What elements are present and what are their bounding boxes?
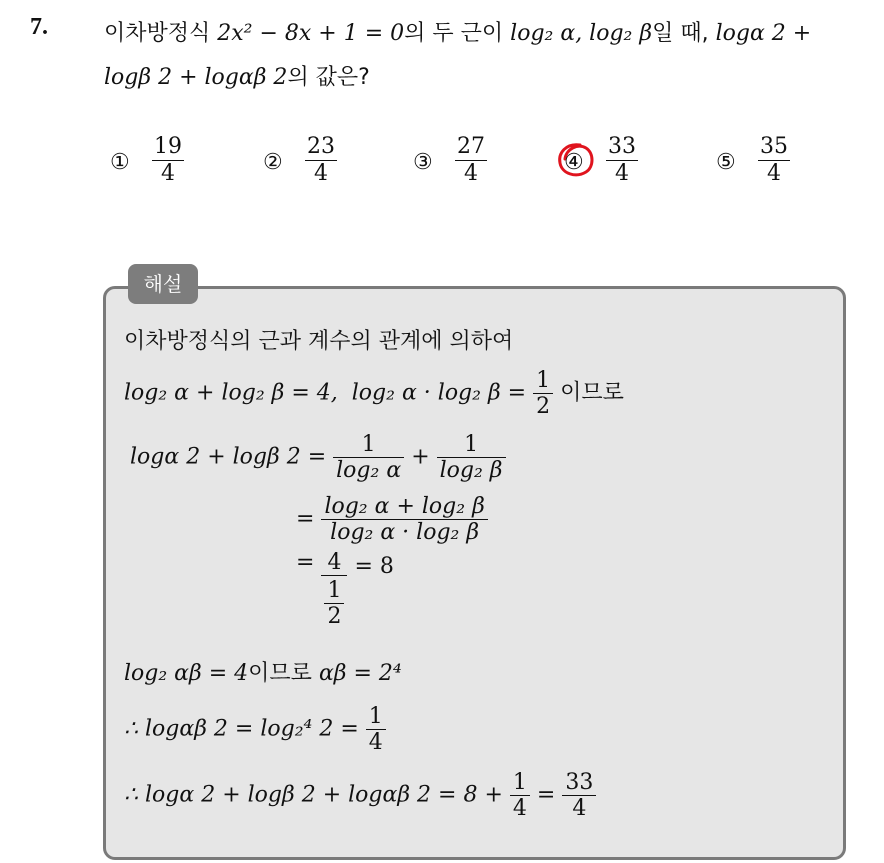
solution-line-7	[124, 704, 386, 755]
line4-numerator: log₂ α + log₂ β	[324, 494, 485, 519]
line3-frac-2-num: 1	[464, 432, 479, 457]
solution-line-4	[296, 494, 488, 545]
solution-line-1: 이차방정식의 근과 계수의 관계에 의하여	[124, 329, 514, 354]
choice-4-mark: ④	[564, 150, 584, 175]
expr-head: logα 2 +	[715, 21, 812, 46]
question-line-2	[104, 60, 370, 91]
line3-frac-2	[437, 432, 506, 483]
line8-equals: =	[536, 782, 556, 808]
line5-inner-den: 2	[324, 603, 344, 629]
solution-line-6	[124, 656, 402, 687]
sum-of-roots: log₂ α + log₂ β = 4,	[124, 380, 338, 406]
line4-fraction	[321, 494, 487, 545]
roots-text: 의 두 근이	[404, 21, 504, 46]
when-text: 일 때,	[652, 21, 709, 46]
choice-2-numerator: 23	[307, 134, 335, 159]
line6-product: αβ = 2⁴	[318, 661, 402, 686]
line8-frac2-den: 4	[562, 795, 596, 821]
solution-line-8	[124, 770, 596, 821]
solution-tag: 해설	[128, 264, 198, 304]
line4-denominator: log₂ α · log₂ β	[321, 519, 487, 545]
line3-frac-1-den: log₂ α	[333, 457, 404, 483]
line8-fraction-2	[562, 770, 596, 821]
question-intro: 이차방정식	[104, 21, 211, 46]
line2-suffix: 이므로	[560, 380, 624, 406]
line5-inner-fraction	[324, 578, 344, 629]
line8-frac1-num: 1	[512, 770, 527, 795]
line7-expr: ∴ logαβ 2 = log₂⁴ 2 =	[124, 716, 359, 742]
line5-numerator: 4	[327, 550, 342, 575]
line8-frac1-den: 4	[510, 795, 530, 821]
choice-5-mark: ⑤	[716, 150, 736, 175]
line5-result: = 8	[354, 554, 394, 579]
choice-1-fraction	[152, 134, 184, 187]
half-numerator: 1	[536, 368, 551, 393]
line3-frac-1	[333, 432, 404, 483]
line4-equals: =	[296, 506, 315, 532]
choice-2-denominator: 4	[305, 160, 337, 187]
line7-numerator: 1	[368, 704, 383, 729]
question-number: 7.	[30, 14, 48, 40]
half-denominator: 2	[533, 393, 553, 419]
choice-2-mark: ②	[263, 150, 283, 175]
line3-lhs: logα 2 + logβ 2 =	[130, 444, 327, 470]
line8-frac2-num: 33	[565, 770, 594, 795]
line5-complex-fraction	[321, 550, 347, 629]
solution-line-3	[130, 432, 506, 483]
choice-5-fraction	[758, 134, 790, 187]
ask-text: 의 값은?	[287, 65, 370, 90]
line3-frac-1-num: 1	[361, 432, 376, 457]
plus-sign: +	[411, 444, 430, 470]
expr-tail: logβ 2 + logαβ 2	[104, 65, 288, 90]
choice-2-fraction	[305, 134, 337, 187]
line5-inner-num: 1	[327, 578, 342, 603]
choice-4-denominator: 4	[606, 160, 638, 187]
choice-3-mark: ③	[413, 150, 433, 175]
choice-4-fraction	[606, 134, 638, 187]
line5-equals: =	[296, 550, 315, 575]
choice-1-numerator: 19	[154, 134, 182, 159]
choice-5-denominator: 4	[758, 160, 790, 187]
roots: log₂ α, log₂ β	[510, 21, 653, 46]
choice-5-numerator: 35	[760, 134, 788, 159]
product-of-roots: log₂ α · log₂ β =	[351, 380, 527, 406]
line7-fraction	[366, 704, 386, 755]
choice-3-fraction	[455, 134, 487, 187]
line8-expr: ∴ logα 2 + logβ 2 + logαβ 2 = 8 +	[124, 782, 503, 808]
choice-4-numerator: 33	[608, 134, 636, 159]
line7-denominator: 4	[366, 729, 386, 755]
question-line-1	[104, 16, 811, 47]
line6-suffix: 이므로	[248, 661, 312, 686]
line3-frac-2-den: log₂ β	[437, 457, 506, 483]
choice-1-denominator: 4	[152, 160, 184, 187]
line5-denominator	[321, 575, 347, 629]
choice-3-numerator: 27	[457, 134, 485, 159]
choice-1-mark: ①	[110, 150, 130, 175]
line8-fraction-1	[510, 770, 530, 821]
choice-3-denominator: 4	[455, 160, 487, 187]
half-fraction	[533, 368, 553, 419]
line6-log: log₂ αβ = 4	[124, 661, 249, 686]
equation: 2x² − 8x + 1 = 0	[217, 21, 405, 46]
solution-line-2	[124, 368, 624, 419]
solution-line-5	[296, 550, 394, 629]
